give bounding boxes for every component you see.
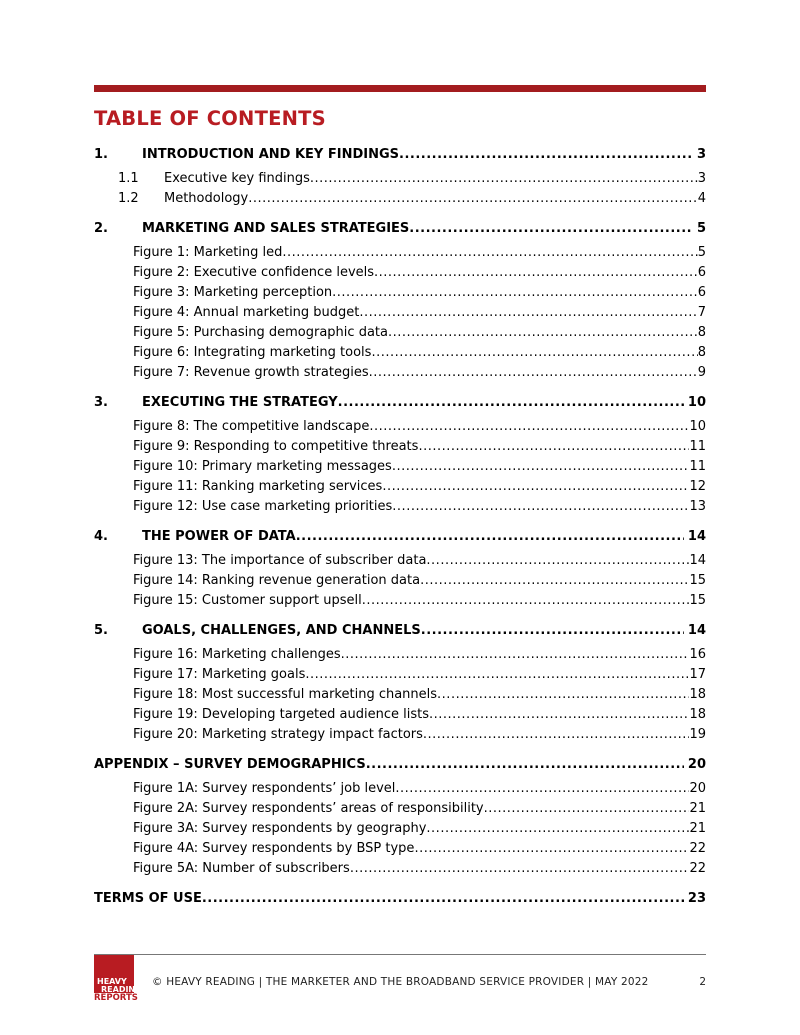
figure-title: Figure 17: Marketing goals [133, 667, 306, 682]
section-number: 4. [94, 529, 108, 544]
figure-title: Figure 1A: Survey respondents’ job level [133, 781, 396, 796]
figure-page-number: 19 [689, 727, 706, 742]
toc-section-entry[interactable] [94, 393, 706, 413]
figure-title: Figure 1: Marketing led [133, 245, 283, 260]
toc-figure-entry[interactable] [94, 417, 706, 437]
figure-title: Figure 5A: Number of subscribers [133, 861, 350, 876]
subsection-page-number: 3 [697, 171, 706, 186]
dot-leader [429, 705, 689, 725]
figure-title: Figure 11: Ranking marketing services [133, 479, 383, 494]
figure-title: Figure 7: Revenue growth strategies [133, 365, 369, 380]
toc-section-entry[interactable] [94, 755, 706, 775]
dot-leader [332, 283, 698, 303]
toc-figure-entry[interactable] [94, 551, 706, 571]
header-rule [94, 85, 706, 92]
figure-title: Figure 2: Executive confidence levels [133, 265, 375, 280]
toc-section-entry[interactable] [94, 145, 706, 165]
figure-page-number: 7 [697, 305, 706, 320]
dot-leader [423, 725, 690, 745]
toc-figure-entry[interactable] [94, 819, 706, 839]
footer-rule [94, 954, 706, 955]
section-spacer [94, 879, 706, 889]
dot-leader [369, 363, 698, 383]
figure-title: Figure 6: Integrating marketing tools [133, 345, 372, 360]
section-page-number: 20 [687, 757, 706, 772]
toc-figure-entry[interactable] [94, 645, 706, 665]
toc-figure-entry[interactable] [94, 665, 706, 685]
section-title: EXECUTING THE STRATEGY [142, 395, 338, 410]
dot-leader [338, 393, 684, 413]
dot-leader [282, 243, 697, 263]
dot-leader [484, 799, 690, 819]
footer-copyright: © HEAVY READING | THE MARKETER AND THE BROADBAND SERVICE PROVIDER | MAY 2022 [152, 976, 649, 988]
figure-page-number: 10 [689, 419, 706, 434]
figure-page-number: 5 [697, 245, 706, 260]
figure-page-number: 22 [689, 861, 706, 876]
footer-page-number: 2 [699, 976, 706, 988]
dot-leader [350, 859, 690, 879]
figure-title: Figure 4A: Survey respondents by BSP type [133, 841, 415, 856]
logo-text-reading: READING [101, 985, 142, 994]
dot-leader [369, 417, 689, 437]
figure-page-number: 17 [689, 667, 706, 682]
figure-page-number: 18 [689, 707, 706, 722]
dot-leader [421, 621, 684, 641]
figure-page-number: 9 [697, 365, 706, 380]
dot-leader [388, 323, 698, 343]
figure-title: Figure 3A: Survey respondents by geography [133, 821, 427, 836]
figure-page-number: 14 [689, 553, 706, 568]
section-page-number: 14 [687, 529, 706, 544]
page-title: TABLE OF CONTENTS [94, 107, 326, 130]
figure-page-number: 12 [689, 479, 706, 494]
toc-figure-entry[interactable] [94, 497, 706, 517]
dot-leader [399, 145, 693, 165]
figure-title: Figure 10: Primary marketing messages [133, 459, 392, 474]
toc-figure-entry[interactable] [94, 839, 706, 859]
section-label [94, 621, 421, 641]
section-number: 1. [94, 147, 108, 162]
figure-page-number: 11 [689, 439, 706, 454]
dot-leader [248, 189, 697, 209]
dot-leader [366, 755, 684, 775]
section-title: APPENDIX – SURVEY DEMOGRAPHICS [94, 757, 366, 772]
section-label [94, 889, 202, 909]
toc-figure-entry[interactable] [94, 685, 706, 705]
toc-figure-entry[interactable] [94, 591, 706, 611]
section-label [94, 219, 409, 239]
toc-figure-entry[interactable] [94, 477, 706, 497]
dot-leader [371, 343, 697, 363]
toc-figure-entry[interactable] [94, 437, 706, 457]
dot-leader [418, 437, 689, 457]
toc-figure-entry[interactable] [94, 283, 706, 303]
figure-title: Figure 14: Ranking revenue generation data [133, 573, 421, 588]
figure-title: Figure 20: Marketing strategy impact factors [133, 727, 423, 742]
subsection-number: 1.2 [118, 191, 139, 206]
section-title: GOALS, CHALLENGES, AND CHANNELS [142, 623, 421, 638]
figure-title: Figure 4: Annual marketing budget [133, 305, 360, 320]
figure-title: Figure 15: Customer support upsell [133, 593, 362, 608]
dot-leader [420, 571, 689, 591]
toc-section-entry[interactable] [94, 527, 706, 547]
figure-page-number: 6 [697, 265, 706, 280]
figure-title: Figure 8: The competitive landscape [133, 419, 370, 434]
section-number: 5. [94, 623, 108, 638]
toc-figure-entry[interactable] [94, 323, 706, 343]
toc-figure-entry[interactable] [94, 263, 706, 283]
figure-page-number: 6 [697, 285, 706, 300]
toc-figure-entry[interactable] [94, 779, 706, 799]
dot-leader [362, 591, 690, 611]
section-number: 3. [94, 395, 108, 410]
toc-section-entry[interactable] [94, 889, 706, 909]
section-title: TERMS OF USE [94, 891, 202, 906]
dot-leader [392, 497, 689, 517]
subsection-label [118, 189, 248, 209]
figure-title: Figure 12: Use case marketing priorities [133, 499, 393, 514]
logo-text-reports: REPORTS [94, 993, 138, 1003]
section-page-number: 10 [687, 395, 706, 410]
section-title: INTRODUCTION AND KEY FINDINGS [142, 147, 399, 162]
toc-subsection-entry[interactable] [94, 169, 706, 189]
subsection-title: Methodology [164, 191, 249, 206]
section-label [94, 755, 366, 775]
figure-page-number: 18 [689, 687, 706, 702]
dot-leader [409, 219, 693, 239]
subsection-page-number: 4 [697, 191, 706, 206]
figure-title: Figure 9: Responding to competitive threats [133, 439, 419, 454]
figure-title: Figure 5: Purchasing demographic data [133, 325, 388, 340]
toc-figure-entry[interactable] [94, 343, 706, 363]
toc-figure-entry[interactable] [94, 571, 706, 591]
figure-page-number: 15 [689, 573, 706, 588]
dot-leader [437, 685, 689, 705]
figure-page-number: 13 [689, 499, 706, 514]
figure-title: Figure 16: Marketing challenges [133, 647, 341, 662]
section-page-number: 14 [687, 623, 706, 638]
dot-leader [392, 457, 690, 477]
toc-figure-entry[interactable] [94, 303, 706, 323]
heavy-reading-logo [94, 955, 142, 1003]
figure-page-number: 8 [697, 325, 706, 340]
toc-figure-entry[interactable] [94, 799, 706, 819]
dot-leader [382, 477, 689, 497]
figure-title: Figure 3: Marketing perception [133, 285, 333, 300]
toc-section-entry[interactable] [94, 219, 706, 239]
section-spacer [94, 611, 706, 621]
dot-leader [395, 779, 689, 799]
figure-title: Figure 19: Developing targeted audience lists [133, 707, 429, 722]
subsection-title: Executive key findings [164, 171, 310, 186]
section-spacer [94, 517, 706, 527]
figure-page-number: 22 [689, 841, 706, 856]
toc-subsection-entry[interactable] [94, 189, 706, 209]
figure-page-number: 16 [689, 647, 706, 662]
logo-text-heavy: HEAVY [97, 977, 127, 986]
section-number: 2. [94, 221, 108, 236]
toc-section-entry[interactable] [94, 621, 706, 641]
figure-page-number: 21 [689, 801, 706, 816]
section-page-number: 23 [687, 891, 706, 906]
toc-figure-entry[interactable] [94, 725, 706, 745]
dot-leader [426, 551, 689, 571]
section-title: MARKETING AND SALES STRATEGIES [142, 221, 410, 236]
section-label [94, 393, 338, 413]
dot-leader [426, 819, 689, 839]
dot-leader [341, 645, 690, 665]
toc-figure-entry[interactable] [94, 243, 706, 263]
section-spacer [94, 209, 706, 219]
figure-page-number: 21 [689, 821, 706, 836]
dot-leader [310, 169, 698, 189]
dot-leader [374, 263, 698, 283]
figure-page-number: 15 [689, 593, 706, 608]
dot-leader [305, 665, 689, 685]
section-page-number: 5 [696, 221, 706, 236]
dot-leader [296, 527, 684, 547]
section-spacer [94, 745, 706, 755]
section-page-number: 3 [696, 147, 706, 162]
section-spacer [94, 383, 706, 393]
figure-title: Figure 2A: Survey respondents’ areas of responsibility [133, 801, 484, 816]
toc-figure-entry[interactable] [94, 457, 706, 477]
toc-figure-entry[interactable] [94, 859, 706, 879]
subsection-label [118, 169, 310, 189]
subsection-number: 1.1 [118, 171, 139, 186]
dot-leader [414, 839, 689, 859]
dot-leader [359, 303, 697, 323]
figure-title: Figure 18: Most successful marketing channels [133, 687, 438, 702]
figure-page-number: 8 [697, 345, 706, 360]
section-title: THE POWER OF DATA [142, 529, 296, 544]
table-of-contents [94, 145, 706, 909]
figure-page-number: 11 [689, 459, 706, 474]
section-label [94, 145, 399, 165]
toc-figure-entry[interactable] [94, 705, 706, 725]
figure-title: Figure 13: The importance of subscriber data [133, 553, 427, 568]
dot-leader [202, 889, 684, 909]
toc-figure-entry[interactable] [94, 363, 706, 383]
figure-page-number: 20 [689, 781, 706, 796]
section-label [94, 527, 296, 547]
